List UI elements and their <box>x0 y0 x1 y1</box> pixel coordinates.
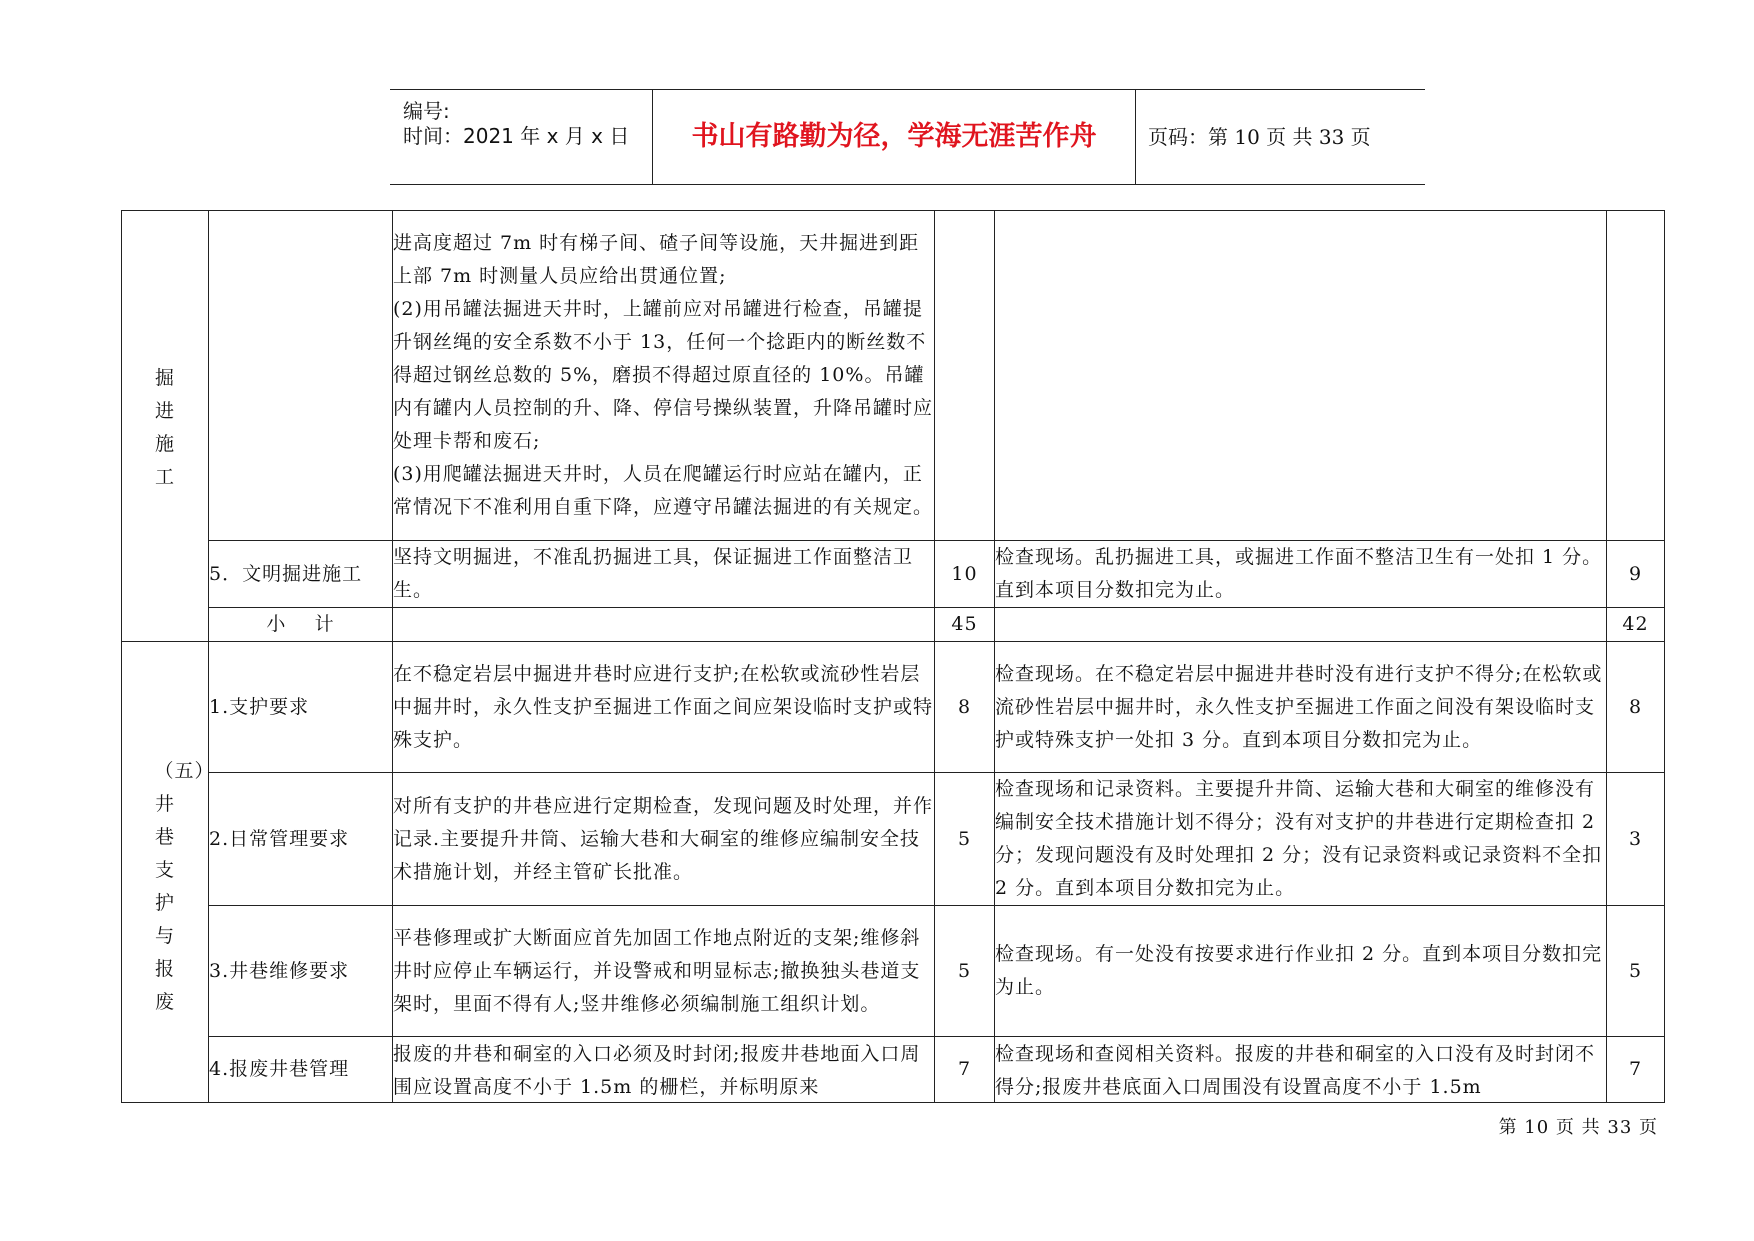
document-date: 时间：2021 年 x 月 x 日 <box>403 124 630 148</box>
method-text: 检查现场和查阅相关资料。报废的井巷和硐室的入口没有及时封闭不得分;报废井巷底面入口周围没有设置高度不小于 1.5m <box>995 1043 1596 1098</box>
method-cell: 检查现场和记录资料。主要提升井筒、运输大巷和大硐室的维修没有编制安全技术措施计划不得分；没有对支护的井巷进行定期检查扣 2 分；发现问题没有及时处理扣 2 分；没有记录资料或记录资料不全扣 2 分。直到本项目分数扣完为止。 <box>995 773 1607 906</box>
content-cell: 坚持文明掘进，不准乱扔掘进工具，保证掘进工作面整洁卫生。 <box>393 541 935 608</box>
actual-score-cell: 5 <box>1607 906 1665 1037</box>
category-label: 掘进施工 <box>154 366 175 488</box>
content-cell <box>393 211 935 541</box>
motto-text: 书山有路勤为径，学海无涯苦作舟 <box>691 121 1097 152</box>
item-cell: 3.井巷维修要求 <box>209 906 393 1037</box>
table-row <box>122 1037 1665 1103</box>
item-cell <box>209 211 393 541</box>
item-cell: 5．文明掘进施工 <box>209 541 393 608</box>
subtotal-row <box>122 608 1665 642</box>
method-cell: 检查现场。在不稳定岩层中掘进井巷时没有进行支护不得分;在松软或流砂性岩层中掘井时，永久性支护至掘进工作面之间没有架设临时支护或特殊支护一处扣 3 分。直到本项目分数扣完为止。 <box>995 642 1607 773</box>
content-text: 报废的井巷和硐室的入口必须及时封闭;报废井巷地面入口周围应设置高度不小于 1.5m 的栅栏，并标明原来 <box>393 1043 921 1098</box>
method-cell <box>995 608 1607 642</box>
score-cell: 5 <box>935 906 995 1037</box>
subtotal-text: 小 计 <box>266 613 335 635</box>
table-row <box>122 642 1665 773</box>
subtotal-score: 45 <box>935 608 995 642</box>
score-cell: 7 <box>935 1037 995 1103</box>
item-cell: 2.日常管理要求 <box>209 773 393 906</box>
category-cell <box>122 211 209 642</box>
score-cell <box>935 211 995 541</box>
actual-score-cell: 8 <box>1607 642 1665 773</box>
table-row <box>122 906 1665 1037</box>
inspection-table <box>121 210 1665 1103</box>
header-info-cell <box>390 90 652 184</box>
method-cell <box>995 1037 1607 1103</box>
content-cell <box>393 608 935 642</box>
subtotal-label <box>209 608 393 642</box>
content-cell: 平巷修理或扩大断面应首先加固工作地点附近的支架;维修斜井时应停止车辆运行，并设警戒和明显标志;撤换独头巷道支架时，里面不得有人;竖井维修必须编制施工组织计划。 <box>393 906 935 1037</box>
actual-score-cell <box>1607 211 1665 541</box>
item-cell: 4.报废井巷管理 <box>209 1037 393 1103</box>
score-cell: 10 <box>935 541 995 608</box>
header-motto-cell <box>652 90 1136 184</box>
page-footer: 第 10 页 共 33 页 <box>1498 1117 1658 1138</box>
item-cell: 1.支护要求 <box>209 642 393 773</box>
content-cell: 对所有支护的井巷应进行定期检查，发现问题及时处理，并作记录.主要提升井筒、运输大巷和大硐室的维修应编制安全技术措施计划，并经主管矿长批准。 <box>393 773 935 906</box>
table-row <box>122 541 1665 608</box>
actual-score-cell: 7 <box>1607 1037 1665 1103</box>
content-cell <box>393 1037 935 1103</box>
table-row <box>122 211 1665 541</box>
category-label: （五）井巷支护与报废 <box>154 759 215 1013</box>
subtotal-actual: 42 <box>1607 608 1665 642</box>
document-header <box>390 89 1425 185</box>
actual-score-cell: 9 <box>1607 541 1665 608</box>
content-cell: 在不稳定岩层中掘进井巷时应进行支护;在松软或流砂性岩层中掘井时，永久性支护至掘进工作面之间应架设临时支护或特殊支护。 <box>393 642 935 773</box>
method-cell: 检查现场。乱扔掘进工具，或掘进工作面不整洁卫生有一处扣 1 分。直到本项目分数扣完为止。 <box>995 541 1607 608</box>
method-cell: 检查现场。有一处没有按要求进行作业扣 2 分。直到本项目分数扣完为止。 <box>995 906 1607 1037</box>
table-row <box>122 773 1665 906</box>
document-number-label: 编号: <box>403 99 450 123</box>
content-text: 进高度超过 7m 时有梯子间、碴子间等设施，天井掘进到距上部 7m 时测量人员应给出贯通位置; (2)用吊罐法掘进天井时，上罐前应对吊罐进行检查，吊罐提升钢丝绳的安全系数不小于 13，任何一个捻距内的断丝数不得超过钢丝总数的 5%，磨损不得超过原直径的 10%。吊罐内有罐内人员控制的升、降、停信号操纵装置，升降吊罐时应处理卡帮和废石; (3)用爬罐法掘进天井时，人员在爬罐运行时应站在罐内，正常情况下不准利用自重下降，应遵守吊罐法掘进的有关规定。 <box>393 232 934 518</box>
actual-score-cell: 3 <box>1607 773 1665 906</box>
method-cell <box>995 211 1607 541</box>
page-code: 页码：第 10 页 共 33 页 <box>1148 125 1371 149</box>
score-cell: 8 <box>935 642 995 773</box>
header-page-cell <box>1135 90 1425 184</box>
score-cell: 5 <box>935 773 995 906</box>
category-cell <box>122 642 215 1103</box>
